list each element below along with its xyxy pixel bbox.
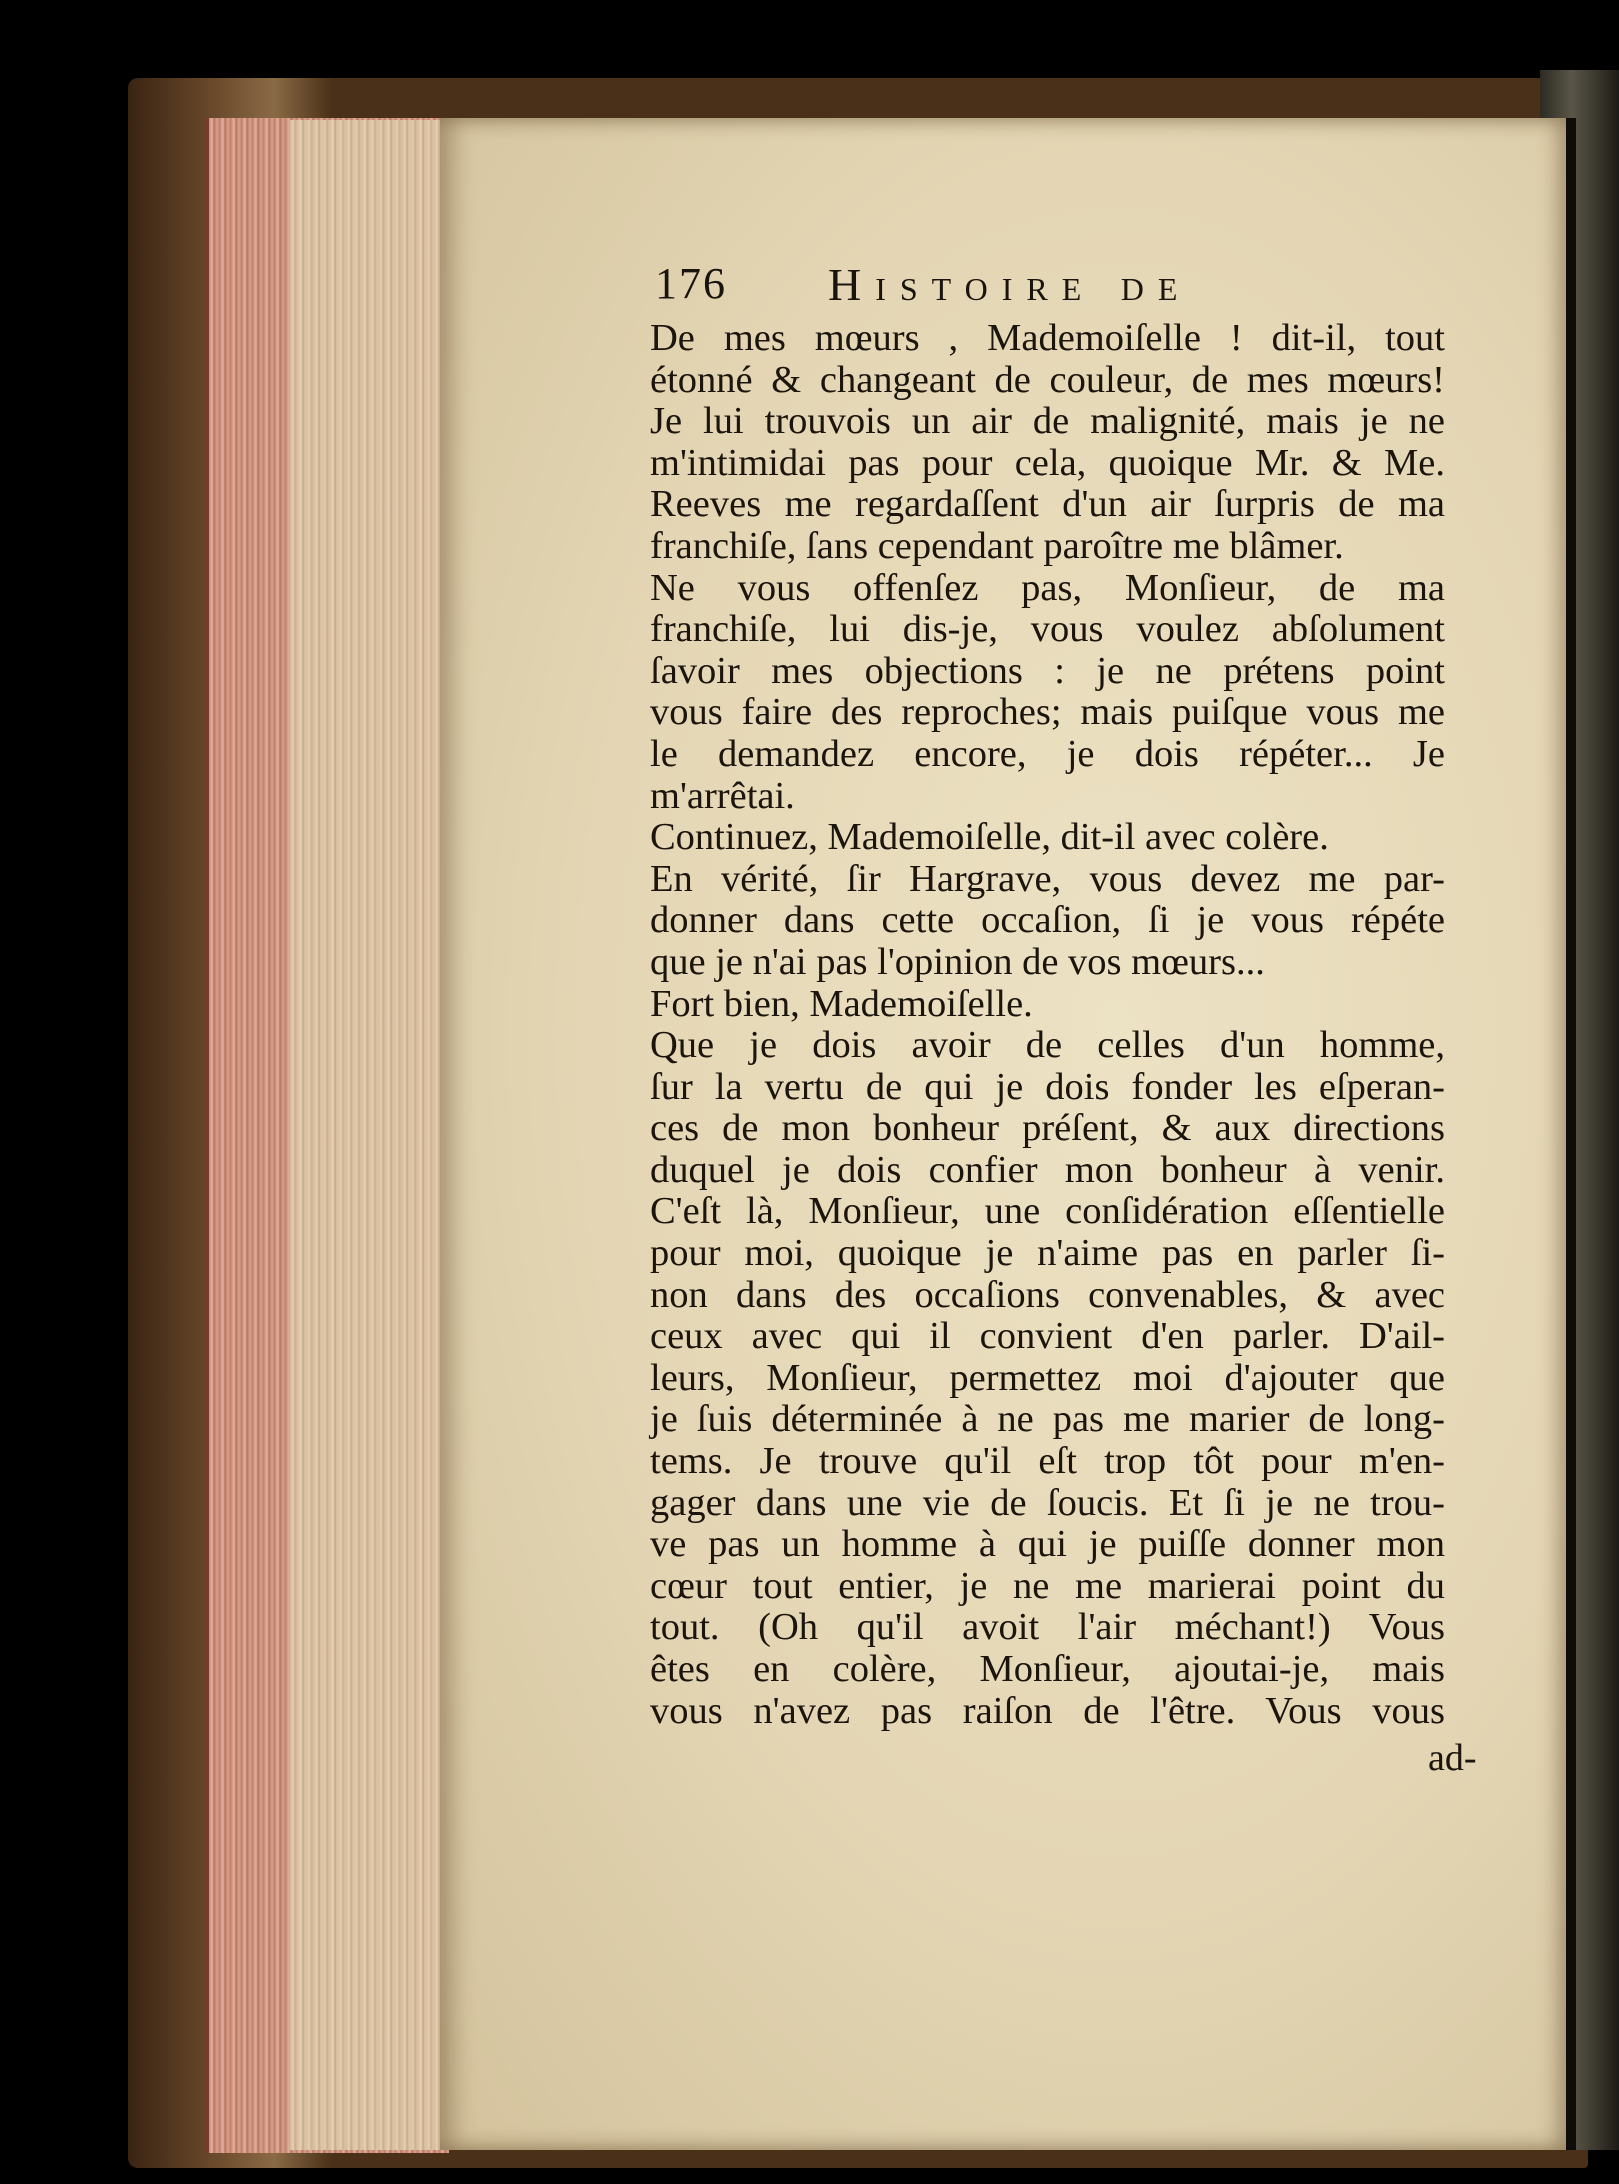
text-line: vous faire des reproches; mais puiſque vous me	[650, 691, 1445, 734]
text-line: m'intimidai pas pour cela, quoique Mr. & Me.	[650, 441, 1445, 484]
text-line: Je lui trouvois un air de malignité, mais je ne	[650, 400, 1445, 443]
text-line: leurs, Monſieur, permettez moi d'ajouter que	[650, 1356, 1445, 1399]
page-header	[655, 258, 1445, 318]
text-line: En vérité, ſir Hargrave, vous devez me par-	[650, 857, 1445, 900]
text-line: donner dans cette occaſion, ſi je vous répéte	[650, 899, 1445, 942]
text-line: franchiſe, ſans cependant paroître me blâmer.	[650, 524, 1344, 567]
text-line: je ſuis déterminée à ne pas me marier de long-	[650, 1398, 1445, 1441]
text-line: franchiſe, lui dis-je, vous voulez abſolument	[650, 608, 1445, 651]
page-edges	[290, 120, 440, 2150]
text-line: ve pas un homme à qui je puiſſe donner mon	[650, 1523, 1445, 1566]
text-line: Ne vous offenſez pas, Monſieur, de ma	[650, 566, 1445, 609]
text-line: gager dans une vie de ſoucis. Et ſi je ne trou-	[650, 1481, 1445, 1524]
text-line: Reeves me regardaſſent d'un air ſurpris de ma	[650, 483, 1445, 526]
text-line: que je n'ai pas l'opinion de vos mœurs...	[650, 940, 1265, 983]
text-line: non dans des occaſions convenables, & avec	[650, 1273, 1445, 1316]
text-line: vous n'avez pas raiſon de l'être. Vous vous	[650, 1689, 1445, 1732]
text-line: C'eſt là, Monſieur, une conſidération eſſentielle	[650, 1190, 1445, 1233]
text-line: duquel je dois confier mon bonheur à venir.	[650, 1148, 1445, 1191]
text-line: le demandez encore, je dois répéter... Je	[650, 732, 1445, 775]
page-number: 176	[655, 259, 727, 308]
running-title: Histoire de	[828, 259, 1192, 310]
catchword: ad-	[1428, 1737, 1477, 1779]
text-line: cœur tout entier, je ne me marierai point du	[650, 1564, 1445, 1607]
text-line: ces de mon bonheur préſent, & aux directions	[650, 1107, 1445, 1150]
text-line: m'arrêtai.	[650, 774, 795, 817]
text-line: Continuez, Mademoiſelle, dit-il avec colère.	[650, 816, 1329, 859]
text-line: pour moi, quoique je n'aime pas en parler ſi-	[650, 1232, 1445, 1275]
text-line: ſavoir mes objections : je ne prétens point	[650, 649, 1445, 692]
text-line: ſur la vertu de qui je dois fonder les eſperan-	[650, 1065, 1445, 1108]
text-line: ceux avec qui il convient d'en parler. D'ail-	[650, 1315, 1445, 1358]
text-line: De mes mœurs , Mademoiſelle ! dit-il, tout	[650, 317, 1445, 359]
text-line: êtes en colère, Monſieur, ajoutai-je, mais	[650, 1648, 1445, 1690]
text-line: Que je dois avoir de celles d'un homme,	[650, 1024, 1445, 1067]
body-text	[650, 318, 1445, 1732]
text-line: Fort bien, Mademoiſelle.	[650, 982, 1033, 1025]
book-gutter	[1566, 118, 1576, 2150]
text-line: tems. Je trouve qu'il eſt trop tôt pour m'en-	[650, 1440, 1445, 1483]
text-line: étonné & changeant de couleur, de mes mœurs!	[650, 358, 1445, 401]
text-line: tout. (Oh qu'il avoit l'air méchant!) Vous	[650, 1606, 1445, 1649]
